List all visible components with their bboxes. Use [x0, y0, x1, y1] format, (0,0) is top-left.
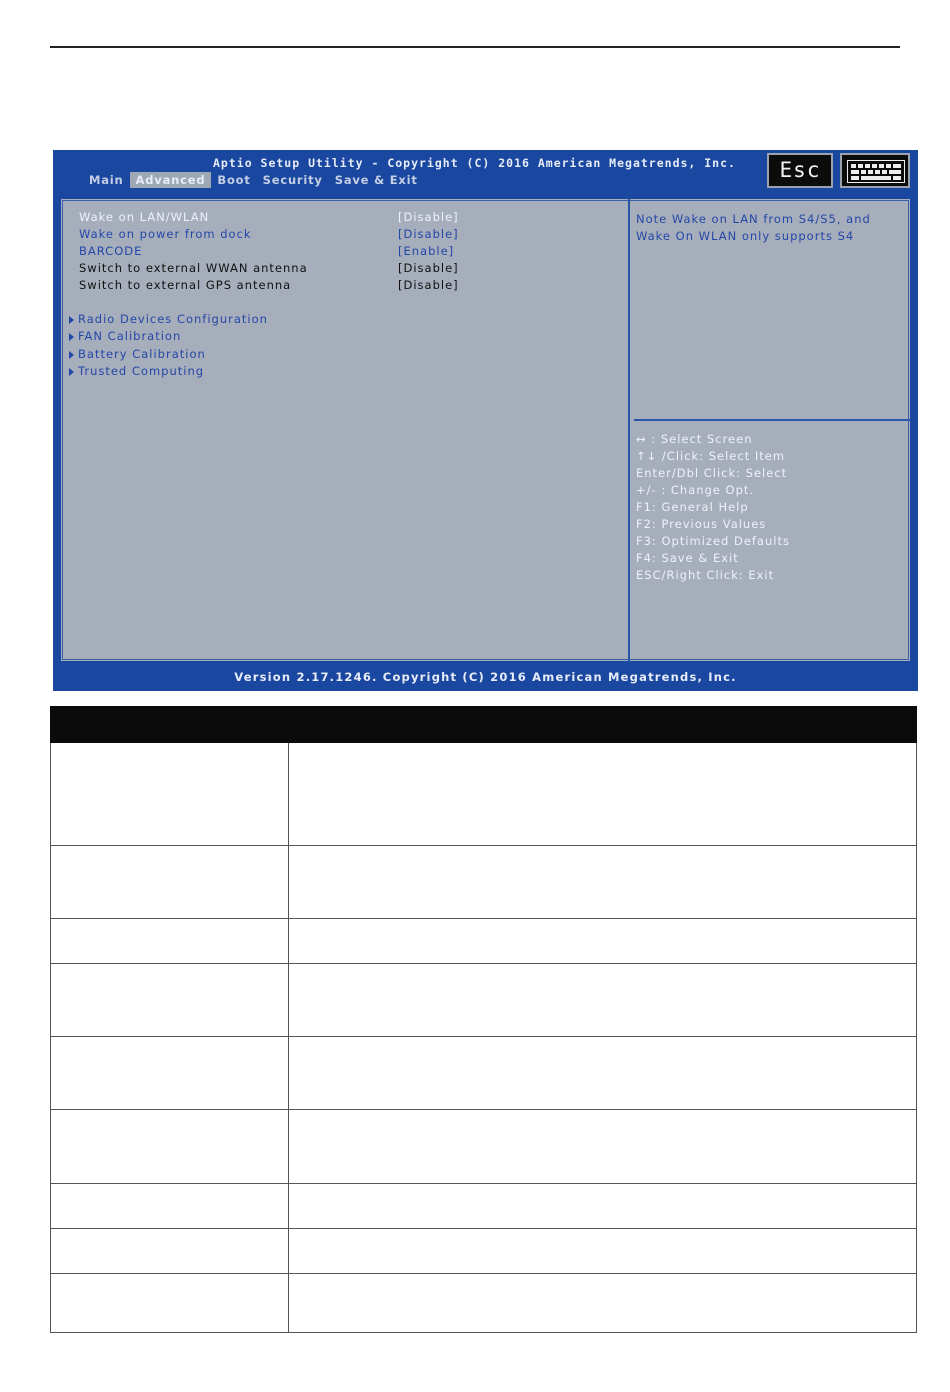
table-cell: [51, 1184, 289, 1229]
tab-save-exit[interactable]: Save & Exit: [334, 173, 418, 187]
table-row: [51, 846, 917, 919]
submenu-battery-calibration[interactable]: [69, 347, 206, 361]
setting-gps-antenna-label[interactable]: Switch to external GPS antenna: [79, 278, 292, 292]
table-cell: [289, 743, 917, 846]
table-cell: [289, 1110, 917, 1184]
settings-description-table: [50, 706, 917, 1333]
setting-barcode-value[interactable]: [Enable]: [398, 244, 455, 258]
submenu-label: Radio Devices Configuration: [78, 312, 268, 326]
setting-gps-antenna-value[interactable]: [Disable]: [398, 278, 459, 292]
bios-footer: Version 2.17.1246. Copyright (C) 2016 American Megatrends, Inc.: [234, 670, 737, 684]
setting-wake-on-dock-value[interactable]: [Disable]: [398, 227, 459, 241]
table-cell: [51, 964, 289, 1037]
tab-security[interactable]: Security: [262, 173, 323, 187]
table-cell: [51, 1110, 289, 1184]
table-cell: [289, 1274, 917, 1333]
key-help-item: F4: Save & Exit: [636, 551, 739, 565]
table-row: [51, 1184, 917, 1229]
key-help-item: F3: Optimized Defaults: [636, 534, 790, 548]
table-cell: [289, 1184, 917, 1229]
bios-screenshot: [53, 150, 918, 691]
key-help-item: ↔ : Select Screen: [636, 432, 753, 446]
setting-wwan-antenna-label[interactable]: Switch to external WWAN antenna: [79, 261, 308, 275]
setting-wake-on-lan-value[interactable]: [Disable]: [398, 210, 459, 224]
key-help-item: F1: General Help: [636, 500, 749, 514]
table-cell: [289, 1037, 917, 1110]
table-cell: [51, 1274, 289, 1333]
tab-bar: [83, 172, 424, 188]
tab-advanced[interactable]: Advanced: [130, 172, 212, 188]
key-help-item: Enter/Dbl Click: Select: [636, 466, 788, 480]
table-row: [51, 1037, 917, 1110]
panel-divider: [628, 199, 630, 661]
top-rule: [50, 46, 900, 48]
settings-panel: [59, 197, 912, 663]
setting-wake-on-lan-label[interactable]: Wake on LAN/WLAN: [79, 210, 210, 224]
table-cell: [51, 743, 289, 846]
submenu-arrow-icon: [69, 333, 74, 341]
table-cell: [289, 964, 917, 1037]
tab-boot[interactable]: Boot: [217, 173, 251, 187]
submenu-trusted-computing[interactable]: [69, 364, 204, 378]
table-row: [51, 919, 917, 964]
table-row: [51, 1229, 917, 1274]
table-cell: [51, 919, 289, 964]
key-help-item: +/- : Change Opt.: [636, 483, 755, 497]
table-cell: [51, 1229, 289, 1274]
key-help-item: F2: Previous Values: [636, 517, 767, 531]
bios-title: Aptio Setup Utility - Copyright (C) 2016 American Megatrends, Inc.: [213, 156, 736, 170]
help-divider: [634, 419, 910, 421]
setting-barcode-label[interactable]: BARCODE: [79, 244, 143, 258]
table-cell: [51, 846, 289, 919]
submenu-radio-devices[interactable]: [69, 312, 268, 326]
esc-button[interactable]: Esc: [767, 153, 833, 188]
help-description: Note Wake on LAN from S4/S5, and Wake On WLAN only supports S4: [636, 212, 871, 243]
table-header-cell: [289, 707, 917, 743]
submenu-arrow-icon: [69, 316, 74, 324]
table-row: [51, 1110, 917, 1184]
submenu-label: Battery Calibration: [78, 347, 206, 361]
key-help-item: ESC/Right Click: Exit: [636, 568, 775, 582]
setting-wake-on-dock-label[interactable]: Wake on power from dock: [79, 227, 252, 241]
tab-main[interactable]: Main: [89, 173, 124, 187]
key-help-list: [636, 431, 906, 584]
table-row: [51, 743, 917, 846]
submenu-fan-calibration[interactable]: [69, 329, 181, 343]
table-cell: [51, 1037, 289, 1110]
keyboard-icon: [847, 160, 905, 183]
setting-wwan-antenna-value[interactable]: [Disable]: [398, 261, 459, 275]
submenu-arrow-icon: [69, 368, 74, 376]
table-header-row: [51, 707, 917, 743]
table-row: [51, 964, 917, 1037]
key-help-item: ↑↓ /Click: Select Item: [636, 449, 786, 463]
table-cell: [289, 1229, 917, 1274]
table-row: [51, 1274, 917, 1333]
submenu-label: FAN Calibration: [78, 329, 182, 343]
table-header-cell: [51, 707, 289, 743]
table-cell: [289, 846, 917, 919]
table-cell: [289, 919, 917, 964]
submenu-label: Trusted Computing: [78, 364, 205, 378]
submenu-arrow-icon: [69, 351, 74, 359]
keyboard-button[interactable]: [840, 153, 910, 188]
